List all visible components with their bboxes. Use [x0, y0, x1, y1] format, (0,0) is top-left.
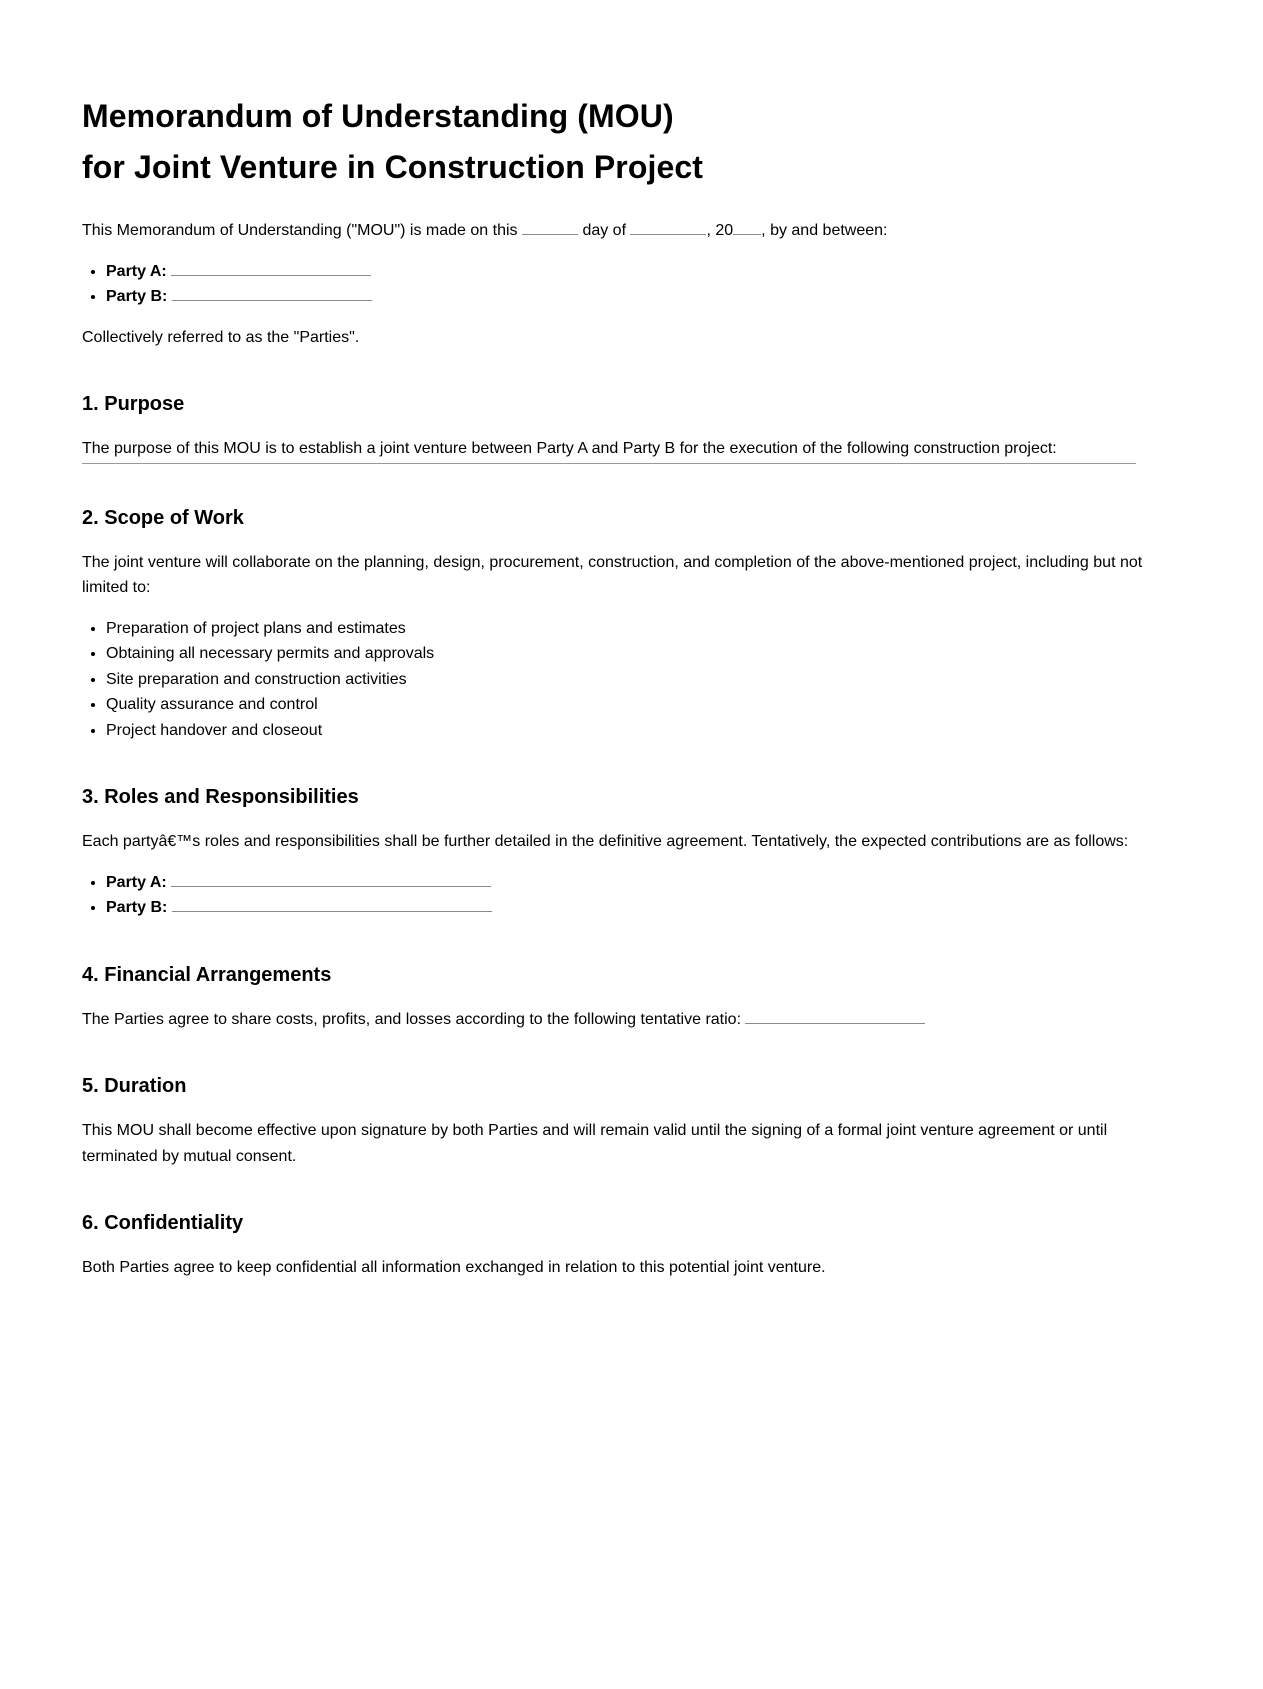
roles-paragraph: Each partyâ€™s roles and responsibilities shall be further detailed in the definitive agreement. Tentatively, the expected contributions are as follows:: [82, 833, 1129, 850]
section-heading-roles: 3. Roles and Responsibilities: [82, 786, 359, 808]
section-heading-confidentiality: 6. Confidentiality: [82, 1212, 244, 1234]
section-heading-purpose: 1. Purpose: [82, 393, 185, 415]
purpose-paragraph: [82, 436, 1182, 464]
day-blank[interactable]: [522, 222, 578, 235]
parties-list: [82, 259, 1182, 310]
financial-text: The Parties agree to share costs, profits, and losses according to the following tentative ratio:: [82, 1010, 742, 1028]
scope-list: [82, 616, 1182, 744]
section-heading-financial: 4. Financial Arrangements: [82, 963, 332, 986]
list-item: [106, 870, 1182, 896]
title-line-1: Memorandum of Understanding (MOU): [82, 98, 674, 134]
duration-paragraph: This MOU shall become effective upon signature by both Parties and will remain valid until the signing of a formal joint venture agreement or until terminated by mutual consent.: [82, 1122, 1108, 1165]
intro-text-3: , 20: [706, 222, 734, 239]
intro-text-1: This Memorandum of Understanding ("MOU") is made on this: [82, 222, 518, 239]
party-b-blank[interactable]: [172, 288, 372, 301]
ratio-blank[interactable]: [745, 1011, 925, 1024]
scope-paragraph: The joint venture will collaborate on the planning, design, procurement, construction, and completion of the above-mentioned project, including but not limited to:: [82, 553, 1143, 596]
intro-paragraph: [82, 218, 1182, 244]
party-a-blank[interactable]: [171, 263, 371, 276]
party-b-label: Party B:: [106, 288, 168, 305]
section-heading-scope: 2. Scope of Work: [82, 506, 244, 529]
purpose-text: The purpose of this MOU is to establish a joint venture between Party A and Party B for the execution of the following construction project:: [82, 436, 1136, 464]
document-title: [82, 91, 1182, 193]
list-item: • Quality assurance and control: [106, 692, 1182, 718]
roles-parties-list: [82, 870, 1182, 921]
list-item: • Project handover and closeout: [106, 718, 1182, 744]
roles-party-a-label: Party A:: [106, 873, 167, 891]
financial-paragraph: [82, 1007, 1182, 1033]
intro-text-4: , by and between:: [761, 222, 888, 239]
roles-party-b-blank[interactable]: [172, 899, 492, 912]
list-item: • Obtaining all necessary permits and approvals: [106, 641, 1182, 667]
intro-text-2: day of: [582, 222, 627, 239]
document-body: [82, 91, 1182, 1281]
roles-party-b-label: Party B:: [106, 899, 168, 916]
party-a-label: Party A:: [106, 262, 167, 280]
list-item: • Site preparation and construction activities: [106, 667, 1182, 693]
section-heading-duration: 5. Duration: [82, 1075, 187, 1097]
year-blank[interactable]: [733, 222, 761, 235]
month-blank[interactable]: [630, 222, 706, 235]
list-item: [106, 284, 1182, 310]
list-item: [106, 895, 1182, 921]
confidentiality-paragraph: Both Parties agree to keep confidential all information exchanged in relation to this potential joint venture.: [82, 1259, 826, 1276]
collective-paragraph: Collectively referred to as the "Parties".: [82, 328, 360, 346]
list-item: • Preparation of project plans and estimates: [106, 616, 1182, 642]
roles-party-a-blank[interactable]: [171, 874, 491, 887]
title-line-2: for Joint Venture in Construction Project: [82, 149, 704, 185]
list-item: [106, 259, 1182, 285]
